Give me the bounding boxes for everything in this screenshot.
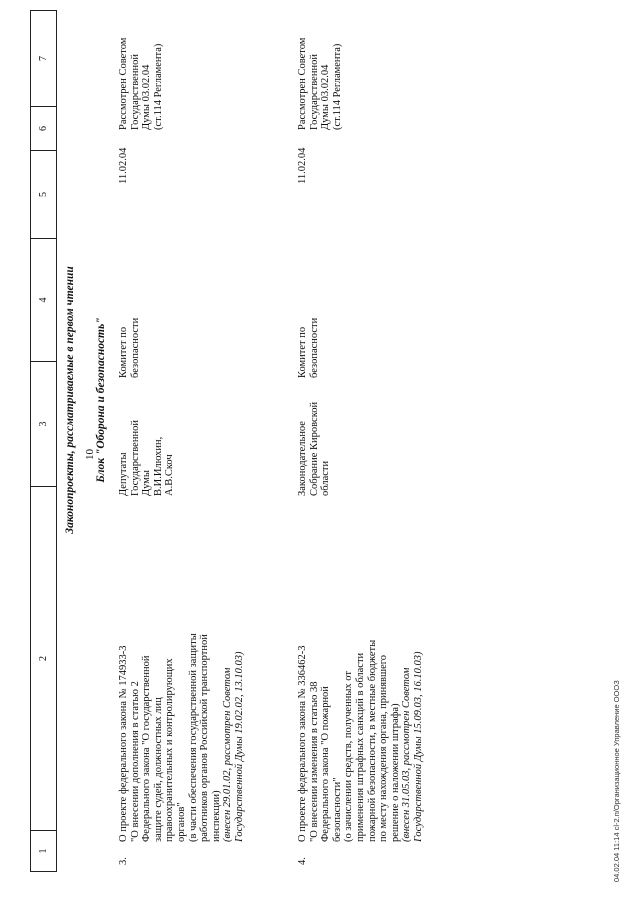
status: Рассмотрен Советом Государственной Думы 03.02.04 (ст.114 Регламента) [297, 37, 343, 130]
column-header-6: 6 [31, 107, 56, 151]
column-header-1: 1 [38, 848, 49, 854]
committee: Комитет по безопасности [297, 317, 320, 378]
column-header-3: 3 [31, 362, 56, 487]
column-header-7: 7 [31, 11, 56, 107]
section-title: Законопроекты, рассматриваемые в первом чтении [64, 266, 76, 534]
initiator: Законодательное Собрание Кировской области [297, 401, 332, 496]
row-number: 3. [118, 857, 129, 865]
bill-title: О проекте федерального закона № 174933-3 "О внесении дополнения в статью 2 Федерального закона "О государственной защите судей, должностных лиц правоохранительных и контролирующих органов" (в части обеспечения государственной защиты работников органов Российской транспортной инспекции) [118, 633, 222, 842]
column-header-table [30, 10, 57, 872]
page-number: 10 [84, 449, 96, 460]
committee: Комитет по безопасности [118, 317, 141, 378]
date: 11.02.04 [297, 147, 308, 184]
bill-note: (внесен 29.01.02, рассмотрен Советом Государственной Думы 19.02.02, 13.10.03) [222, 651, 245, 842]
table-row-title-cell [118, 512, 246, 842]
footer-text: 04.02.04 11:14 сl-2.п/Организационное Управление ОООЗ [612, 680, 621, 882]
column-header-4: 4 [31, 239, 56, 362]
initiator: Депутаты Государственной Думы В.И.Илюхин, А.В.Скоч [118, 420, 176, 496]
block-title: Блок "Оборона и безопасность" [95, 317, 107, 483]
bill-note: (внесен 31.05.03, рассмотрен Советом Государственной Думы 15.09.03, 16.10.03) [401, 651, 424, 842]
date: 11.02.04 [118, 147, 129, 184]
column-header-2: 2 [31, 487, 56, 831]
row-number: 4. [297, 857, 308, 865]
table-row-title-cell [297, 512, 425, 842]
bill-title: О проекте федерального закона № 336462-3 "О внесении изменения в статью 38 Федерального закона "О пожарной безопасности" (о зачислении средств, полученных от применения штрафных санкций в области пожарной безопасности, в местные бюджеты по месту нахождения органа, принявшего решение о наложении штрафа) [297, 639, 401, 842]
status: Рассмотрен Советом Государственной Думы 03.02.04 (ст.114 Регламента) [118, 37, 164, 130]
column-header-5: 5 [31, 151, 56, 239]
